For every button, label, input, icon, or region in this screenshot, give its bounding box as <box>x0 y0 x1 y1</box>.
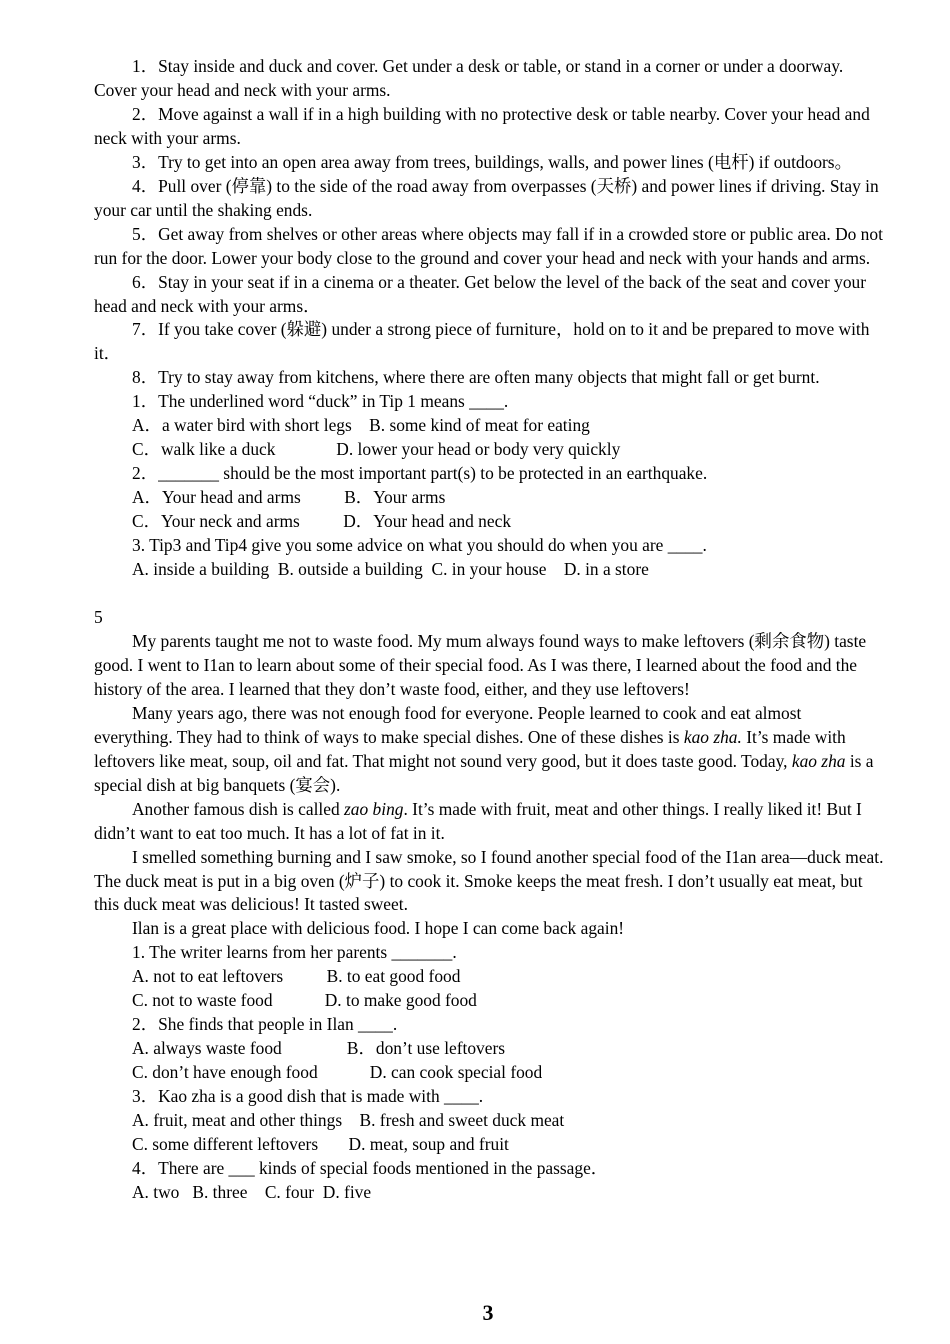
tip-8: 8．Try to stay away from kitchens, where there are often many objects that might fall or get burnt. <box>132 367 820 388</box>
dish-name: kao zha <box>791 750 846 771</box>
option-line: A. not to eat leftovers B. to eat good food <box>132 966 461 987</box>
tip-4: 4．Pull over (停靠) to the side of the road away from overpasses (天桥) and power lines if driving. Stay in your car until the shaking ends. <box>94 175 879 220</box>
dish-name: zao bing <box>344 798 404 819</box>
dish-name: kao zha. <box>683 726 742 747</box>
paragraph: Another famous dish is called zao bing. It’s made with fruit, meat and other things. I really liked it! But I didn’t want to eat too much. It has a lot of fat in it. <box>94 798 862 843</box>
question-line: 4．There are ___ kinds of special foods mentioned in the passage． <box>132 1157 609 1178</box>
option-line: C. don’t have enough food D. can cook special food <box>132 1062 543 1083</box>
option-line: C．Your neck and arms D．Your head and neck <box>132 511 512 532</box>
passage-4 <box>94 55 884 582</box>
option-line: A. fruit, meat and other things B. fresh and sweet duck meat <box>132 1110 565 1131</box>
option-line: A．a water bird with short legs B. some kind of meat for eating <box>132 415 590 436</box>
tip-5: 5．Get away from shelves or other areas where objects may fall if in a crowded store or public area. Do not run for the door. Lower your body close to the ground and cover your head and neck with your hands and arms. <box>94 223 883 268</box>
paragraph: My parents taught me not to waste food. My mum always found ways to make leftovers (剩余食物) taste good. I went to I1an to learn about some of their special food. As I was there, I learned about the food and the history of the area. I learned that they don’t waste food, either, and they use leftovers! <box>94 630 867 699</box>
question-line: 1．The underlined word “duck” in Tip 1 means ____. <box>132 391 509 412</box>
passage-number: 5 <box>94 606 103 627</box>
option-line: A. inside a building B. outside a building C. in your house D. in a store <box>132 559 649 580</box>
question-line: 3. Tip3 and Tip4 give you some advice on what you should do when you are ____. <box>132 535 707 556</box>
tip-1: 1．Stay inside and duck and cover. Get under a desk or table, or stand in a corner or under a doorway. Cover your head and neck with your arms. <box>94 56 844 100</box>
paragraph: I smelled something burning and I saw smoke, so I found another special food of the I1an area—duck meat. The duck meat is put in a big oven (炉子) to cook it. Smoke keeps the meat fresh. I don’t usually eat meat, but this duck meat was delicious! It tasted sweet. <box>94 846 884 915</box>
tip-3: 3．Try to get into an open area away from trees, buildings, walls, and power lines (电杆) if outdoors。 <box>132 151 852 172</box>
tip-7: 7．If you take cover (躲避) under a strong piece of furniture，hold on to it and be prepared to move with it． <box>94 319 870 364</box>
document-body <box>94 55 884 1205</box>
option-line: A. two B. three C. four D. five <box>132 1181 372 1202</box>
paragraph: Ilan is a great place with delicious food. I hope I can come back again! <box>132 918 625 939</box>
tip-2: 2．Move against a wall if in a high building with no protective desk or table nearby. Cover your head and neck with your arms. <box>94 103 870 148</box>
option-line: A. always waste food B．don’t use leftovers <box>132 1038 506 1059</box>
question-line: 3．Kao zha is a good dish that is made with ____. <box>132 1086 484 1107</box>
paragraph: Many years ago, there was not enough food for everyone. People learned to cook and eat almost everything. They had to think of ways to make special dishes. One of these dishes is kao zha. It’s made with leftovers like meat, soup, oil and fat. That might not sound very good, but it does taste good. Today, kao zha is a special dish at big banquets (宴会). <box>94 702 874 795</box>
option-line: A．Your head and arms B．Your arms <box>132 487 446 508</box>
option-line: C. some different leftovers D. meat, soup and fruit <box>132 1133 509 1154</box>
tip-6: 6．Stay in your seat if in a cinema or a theater. Get below the level of the back of the seat and cover your head and neck with your arms． <box>94 271 867 316</box>
option-line: C. not to waste food D. to make good food <box>132 990 477 1011</box>
question-line: 2．She finds that people in Ilan ____. <box>132 1014 398 1035</box>
page-number: 3 <box>482 1300 494 1325</box>
passage-5 <box>94 582 884 1205</box>
question-line: 2．_______ should be the most important part(s) to be protected in an earthquake. <box>132 463 708 484</box>
option-line: C．walk like a duck D. lower your head or body very quickly <box>132 439 621 460</box>
question-line: 1. The writer learns from her parents _______. <box>132 942 457 963</box>
